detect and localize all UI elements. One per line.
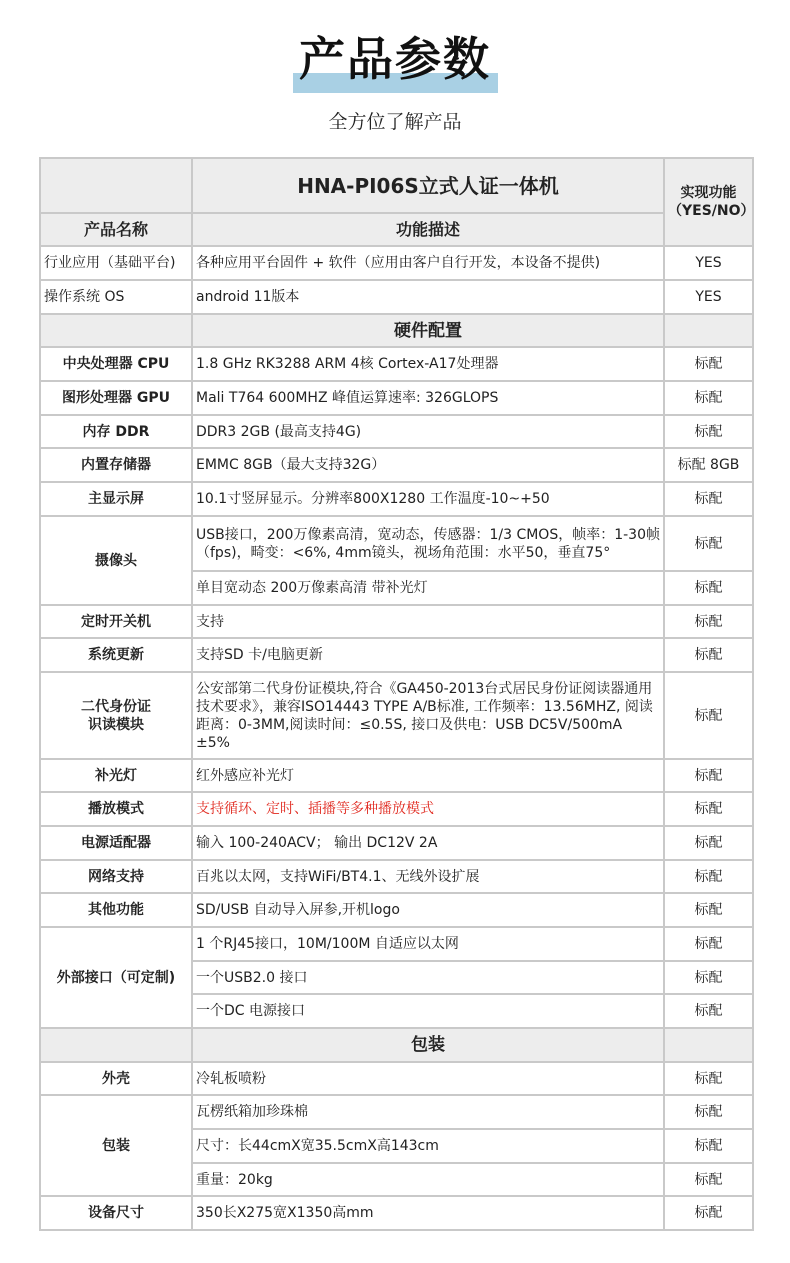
row-status: 标配: [664, 571, 753, 605]
row-status: 标配: [664, 605, 753, 638]
table-row: [40, 826, 753, 860]
row-status: 标配: [664, 927, 753, 961]
row-name-ports: 外部接口（可定制): [40, 927, 192, 1028]
row-name: 网络支持: [40, 860, 192, 893]
row-name: 补光灯: [40, 759, 192, 792]
section-row-packaging: [40, 1028, 753, 1062]
row-status: 标配: [664, 347, 753, 381]
table-row: [40, 605, 753, 638]
row-desc: 百兆以太网，支持WiFi/BT4.1、无线外设扩展: [192, 860, 664, 893]
row-status: 标配: [664, 1095, 753, 1129]
col-header-desc: 功能描述: [192, 213, 664, 246]
table-row: [40, 280, 753, 314]
row-status: 标配: [664, 415, 753, 448]
spec-table: [39, 157, 754, 1231]
row-desc: Mali T764 600MHZ 峰值运算速率: 326GLOPS: [192, 381, 664, 415]
row-name-line: 识读模块: [88, 716, 144, 733]
table-row: [40, 1196, 753, 1230]
row-status: 标配: [664, 893, 753, 927]
row-name: 行业应用（基础平台): [40, 246, 192, 280]
row-name-packaging: 包装: [40, 1095, 192, 1196]
row-status: YES: [664, 246, 753, 280]
row-desc: DDR3 2GB (最高支持4G): [192, 415, 664, 448]
row-status: 标配: [664, 1129, 753, 1163]
row-name: 设备尺寸: [40, 1196, 192, 1230]
row-desc: 尺寸：长44cmX宽35.5cmX高143cm: [192, 1129, 664, 1163]
row-status: 标配: [664, 961, 753, 994]
table-row: [40, 672, 753, 759]
row-status: 标配: [664, 1062, 753, 1095]
row-name: 其他功能: [40, 893, 192, 927]
row-desc: USB接口，200万像素高清，宽动态，传感器：1/3 CMOS，帧率：1-30帧（fps)，畸变：<6%, 4mm镜头，视场角范围：水平50，垂直75°: [192, 516, 664, 571]
table-row: [40, 347, 753, 381]
row-status: 标配: [664, 482, 753, 516]
section-title-packaging: 包装: [192, 1028, 664, 1062]
table-row: [40, 860, 753, 893]
table-row: [40, 638, 753, 672]
table-row: [40, 516, 753, 571]
row-status: 标配: [664, 1163, 753, 1196]
page-subtitle: 全方位了解产品: [328, 111, 462, 133]
section-row-hardware: [40, 314, 753, 347]
row-desc: 红外感应补光灯: [192, 759, 664, 792]
row-status: 标配: [664, 516, 753, 571]
row-desc: 瓦楞纸箱加珍珠棉: [192, 1095, 664, 1129]
table-row: [40, 246, 753, 280]
row-name: 操作系统 OS: [40, 280, 192, 314]
row-name: 内存 DDR: [40, 415, 192, 448]
row-status: 标配: [664, 638, 753, 672]
page-title: 产品参数: [299, 32, 491, 86]
row-status: 标配: [664, 759, 753, 792]
table-row: [40, 792, 753, 826]
row-desc: 重量：20kg: [192, 1163, 664, 1196]
row-desc-highlight: 支持循环、定时、插播等多种播放模式: [192, 792, 664, 826]
row-desc: SD/USB 自动导入屏参,开机logo: [192, 893, 664, 927]
row-status: 标配: [664, 826, 753, 860]
row-desc: 冷轧板喷粉: [192, 1062, 664, 1095]
row-name: 定时开关机: [40, 605, 192, 638]
row-name-idcard: [40, 672, 192, 759]
row-desc: 单目宽动态 200万像素高清 带补光灯: [192, 571, 664, 605]
table-row: [40, 381, 753, 415]
row-name: 图形处理器 GPU: [40, 381, 192, 415]
row-status: 标配: [664, 792, 753, 826]
row-status: 标配: [664, 860, 753, 893]
row-status: 标配: [664, 672, 753, 759]
table-row: [40, 927, 753, 961]
row-name-line: 二代身份证: [81, 698, 151, 715]
table-row: [40, 448, 753, 482]
row-desc: 输入 100-240ACV； 输出 DC12V 2A: [192, 826, 664, 860]
table-row: [40, 893, 753, 927]
row-name-camera: 摄像头: [40, 516, 192, 605]
row-desc: 350长X275宽X1350高mm: [192, 1196, 664, 1230]
row-name: 主显示屏: [40, 482, 192, 516]
row-desc: 支持SD 卡/电脑更新: [192, 638, 664, 672]
row-desc: 1 个RJ45接口，10M/100M 自适应以太网: [192, 927, 664, 961]
table-row: [40, 759, 753, 792]
row-name: 电源适配器: [40, 826, 192, 860]
table-row: [40, 415, 753, 448]
row-desc: 1.8 GHz RK3288 ARM 4核 Cortex-A17处理器: [192, 347, 664, 381]
row-status: 标配 8GB: [664, 448, 753, 482]
table-row: [40, 1062, 753, 1095]
row-name: 中央处理器 CPU: [40, 347, 192, 381]
row-desc: 一个DC 电源接口: [192, 994, 664, 1028]
row-status: 标配: [664, 381, 753, 415]
title-block: [0, 28, 790, 98]
row-status: 标配: [664, 994, 753, 1028]
row-name: 系统更新: [40, 638, 192, 672]
model-blank-cell: [40, 158, 192, 213]
row-name: 外壳: [40, 1062, 192, 1095]
implement-header: 实现功能（YES/NO）: [664, 158, 753, 246]
row-name: 播放模式: [40, 792, 192, 826]
model-title: HNA-PI06S立式人证一体机: [192, 158, 664, 213]
table-row: [40, 1095, 753, 1129]
row-desc: 一个USB2.0 接口: [192, 961, 664, 994]
col-header-name: 产品名称: [40, 213, 192, 246]
row-status: 标配: [664, 1196, 753, 1230]
row-desc: android 11版本: [192, 280, 664, 314]
row-desc: EMMC 8GB（最大支持32G）: [192, 448, 664, 482]
section-title-hardware: 硬件配置: [192, 314, 664, 347]
row-name: 内置存储器: [40, 448, 192, 482]
table-row: [40, 482, 753, 516]
row-desc: 公安部第二代身份证模块,符合《GA450-2013台式居民身份证阅读器通用技术要求》，兼容ISO14443 TYPE A/B标准, 工作频率：13.56MHZ, 阅读距离：0-3MM,阅读时间：≤0.5S, 接口及供电：USB DC5V/500mA ±5%: [192, 672, 664, 759]
row-desc: 10.1寸竖屏显示。分辨率800X1280 工作温度-10~+50: [192, 482, 664, 516]
row-desc: 支持: [192, 605, 664, 638]
row-desc: 各种应用平台固件 + 软件（应用由客户自行开发，本设备不提供): [192, 246, 664, 280]
row-status: YES: [664, 280, 753, 314]
